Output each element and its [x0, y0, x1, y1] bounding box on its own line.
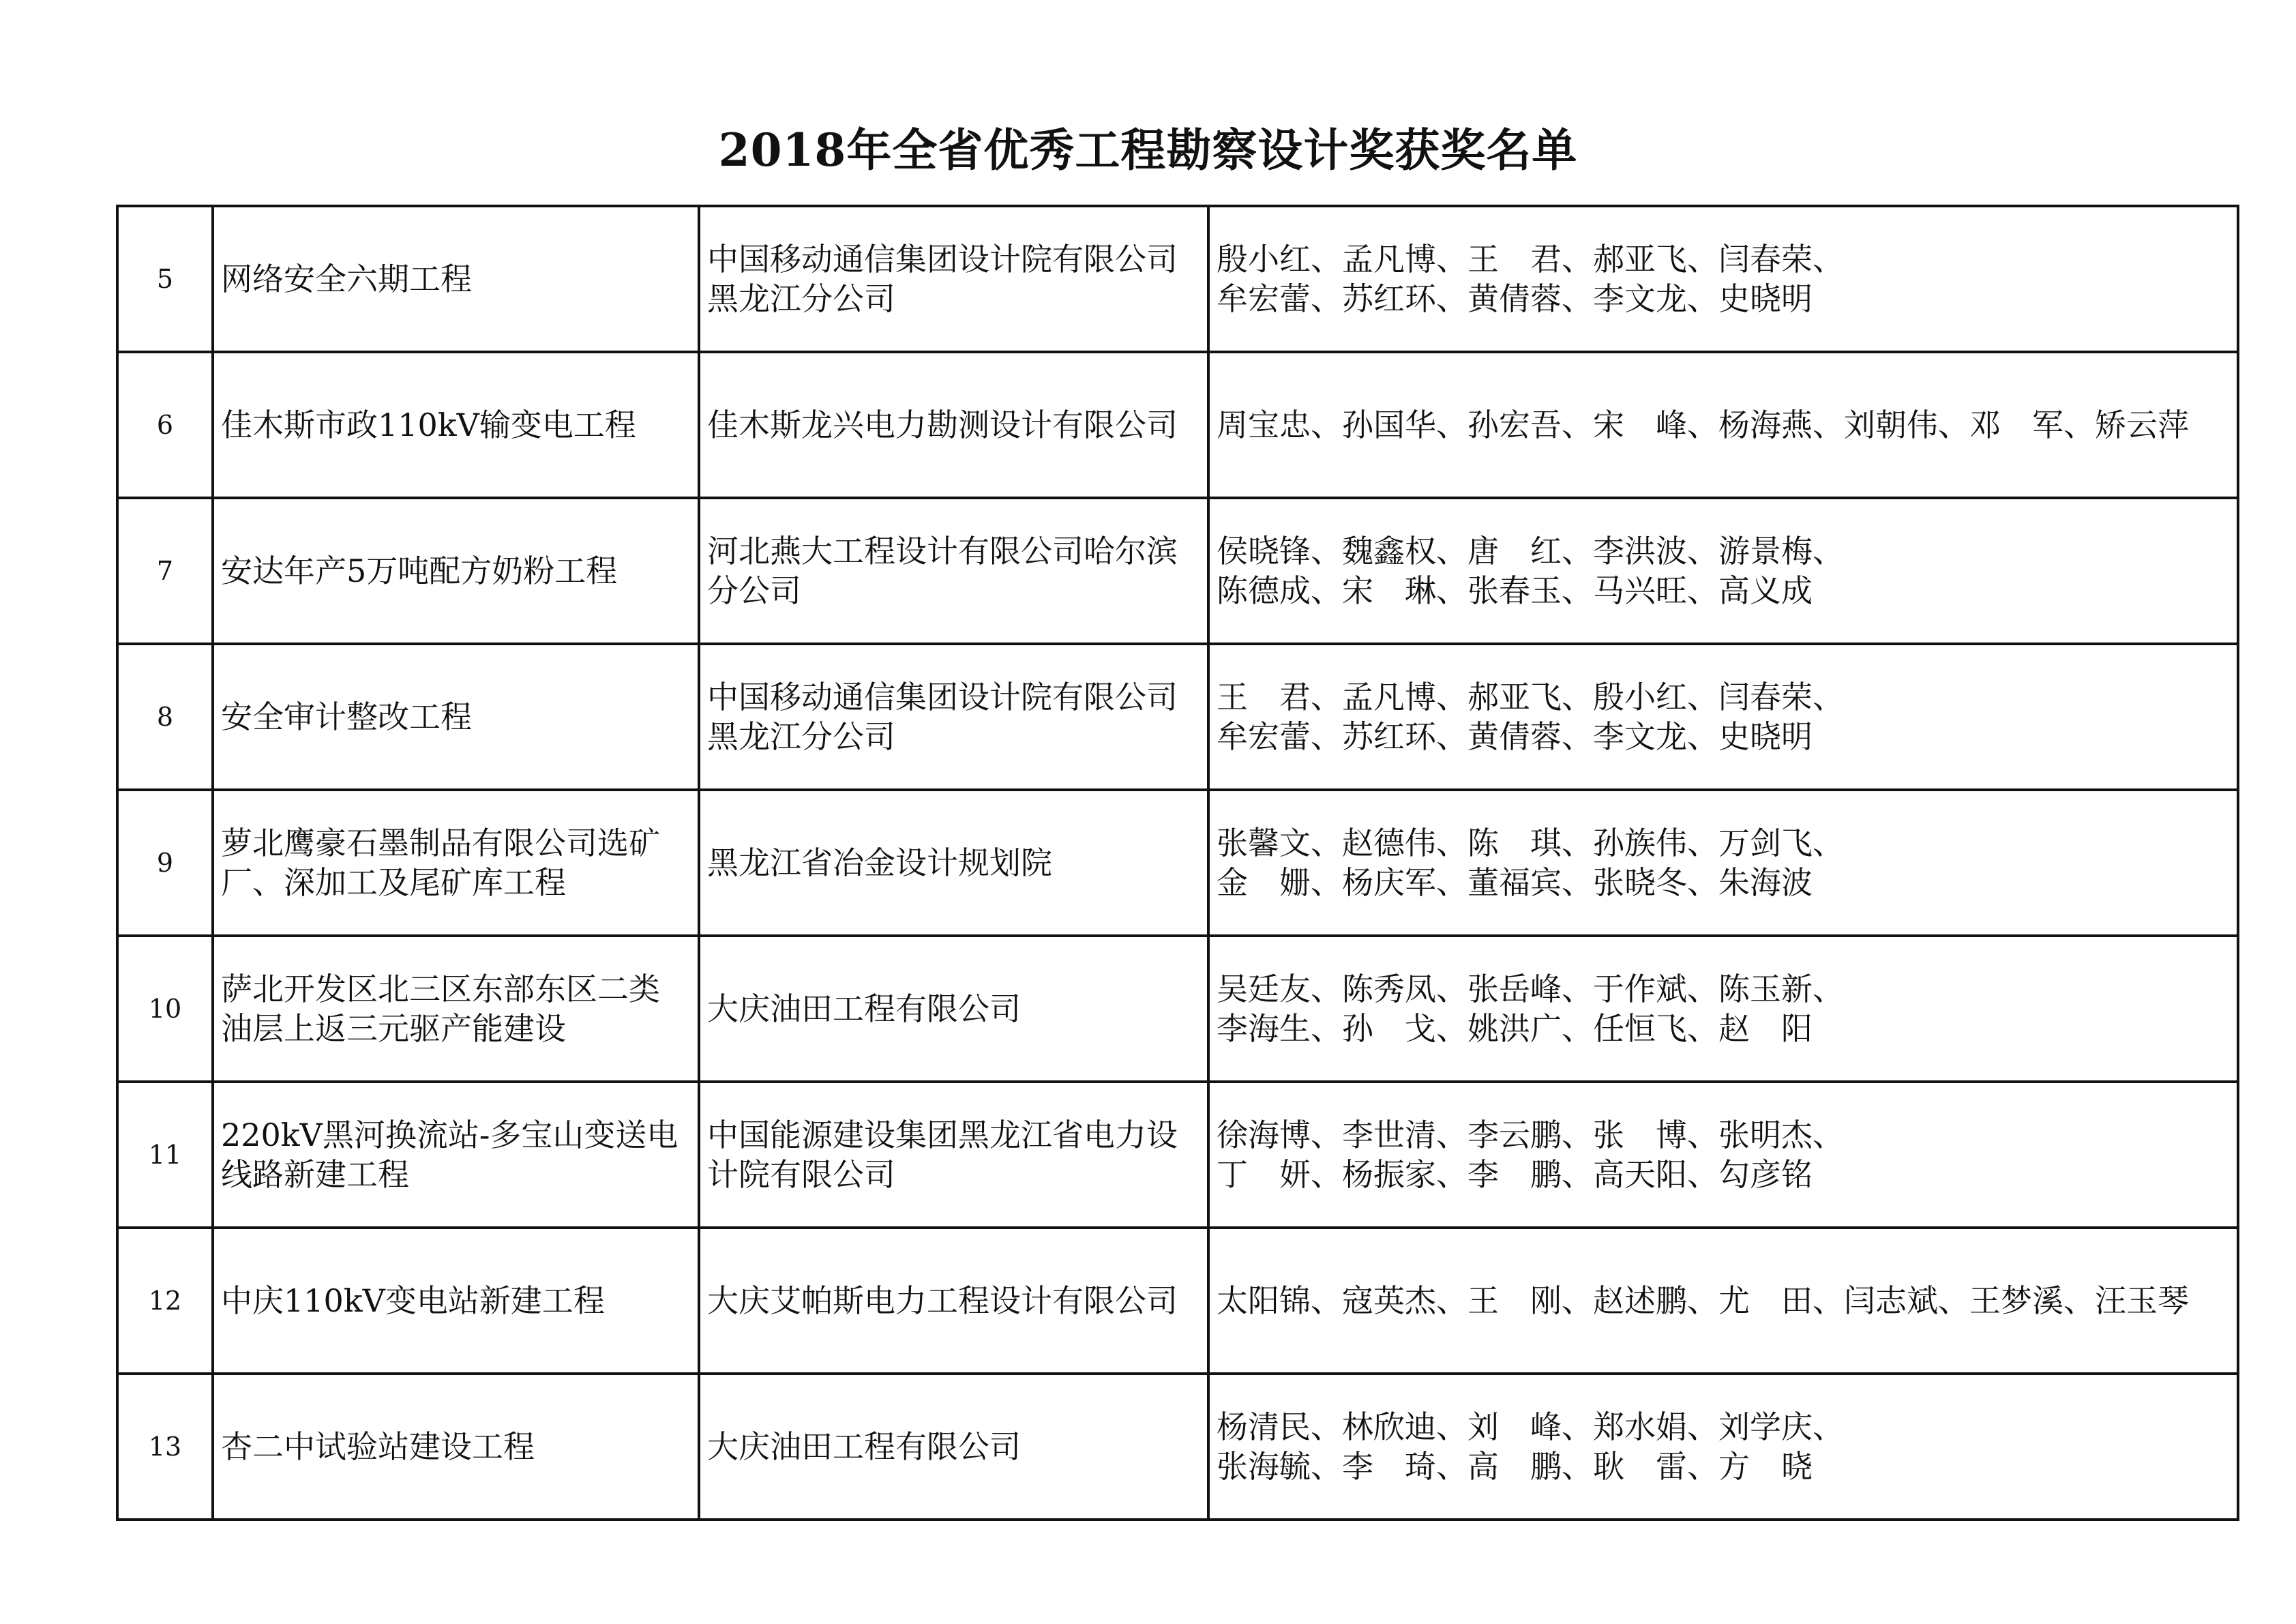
row-number: 6: [117, 352, 213, 498]
table-row: [117, 206, 2238, 352]
table-row: [117, 790, 2238, 936]
company-name: 大庆油田工程有限公司: [699, 1374, 1208, 1520]
project-name: 网络安全六期工程: [213, 206, 699, 352]
table-row: [117, 1082, 2238, 1228]
row-number: 11: [117, 1082, 213, 1228]
row-number: 10: [117, 936, 213, 1082]
winner-names: 张馨文、赵德伟、陈 琪、孙族伟、万剑飞、 金 姗、杨庆军、董福宾、张晓冬、朱海波: [1208, 790, 2238, 936]
company-name: 中国移动通信集团设计院有限公司 黑龙江分公司: [699, 644, 1208, 790]
project-name: 佳木斯市政110kV输变电工程: [213, 352, 699, 498]
project-name: 安达年产5万吨配方奶粉工程: [213, 498, 699, 644]
row-number: 9: [117, 790, 213, 936]
winner-names: 周宝忠、孙国华、孙宏吾、宋 峰、杨海燕、刘朝伟、邓 军、矫云萍: [1208, 352, 2238, 498]
winner-names: 侯晓锋、魏鑫权、唐 红、李洪波、游景梅、 陈德成、宋 琳、张春玉、马兴旺、高义成: [1208, 498, 2238, 644]
project-name: 萨北开发区北三区东部东区二类 油层上返三元驱产能建设: [213, 936, 699, 1082]
row-number: 7: [117, 498, 213, 644]
company-name: 中国能源建设集团黑龙江省电力设 计院有限公司: [699, 1082, 1208, 1228]
company-name: 河北燕大工程设计有限公司哈尔滨 分公司: [699, 498, 1208, 644]
winner-names: 太阳锦、寇英杰、王 刚、赵述鹏、尤 田、闫志斌、王梦溪、汪玉琴: [1208, 1228, 2238, 1374]
winner-names: 王 君、孟凡博、郝亚飞、殷小红、闫春荣、 牟宏蕾、苏红环、黄倩蓉、李文龙、史晓明: [1208, 644, 2238, 790]
table-row: [117, 936, 2238, 1082]
table-row: [117, 644, 2238, 790]
company-name: 大庆艾帕斯电力工程设计有限公司: [699, 1228, 1208, 1374]
company-name: 黑龙江省冶金设计规划院: [699, 790, 1208, 936]
awards-table: [116, 205, 2239, 1521]
company-name: 佳木斯龙兴电力勘测设计有限公司: [699, 352, 1208, 498]
table-row: [117, 352, 2238, 498]
project-name: 中庆110kV变电站新建工程: [213, 1228, 699, 1374]
winner-names: 殷小红、孟凡博、王 君、郝亚飞、闫春荣、 牟宏蕾、苏红环、黄倩蓉、李文龙、史晓明: [1208, 206, 2238, 352]
project-name: 安全审计整改工程: [213, 644, 699, 790]
winner-names: 杨清民、林欣迪、刘 峰、郑水娟、刘学庆、 张海毓、李 琦、高 鹏、耿 雷、方 晓: [1208, 1374, 2238, 1520]
table-row: [117, 1374, 2238, 1520]
row-number: 8: [117, 644, 213, 790]
winner-names: 吴廷友、陈秀凤、张岳峰、于作斌、陈玉新、 李海生、孙 戈、姚洪广、任恒飞、赵 阳: [1208, 936, 2238, 1082]
winner-names: 徐海博、李世清、李云鹏、张 博、张明杰、 丁 妍、杨振家、李 鹏、高天阳、勾彦铭: [1208, 1082, 2238, 1228]
project-name: 220kV黑河换流站-多宝山变送电 线路新建工程: [213, 1082, 699, 1228]
table-row: [117, 498, 2238, 644]
company-name: 大庆油田工程有限公司: [699, 936, 1208, 1082]
row-number: 13: [117, 1374, 213, 1520]
page-title: 2018年全省优秀工程勘察设计奖获奖名单: [718, 123, 1578, 177]
table-row: [117, 1228, 2238, 1374]
row-number: 12: [117, 1228, 213, 1374]
company-name: 中国移动通信集团设计院有限公司 黑龙江分公司: [699, 206, 1208, 352]
project-name: 杏二中试验站建设工程: [213, 1374, 699, 1520]
row-number: 5: [117, 206, 213, 352]
project-name: 萝北鹰豪石墨制品有限公司选矿 厂、深加工及尾矿库工程: [213, 790, 699, 936]
